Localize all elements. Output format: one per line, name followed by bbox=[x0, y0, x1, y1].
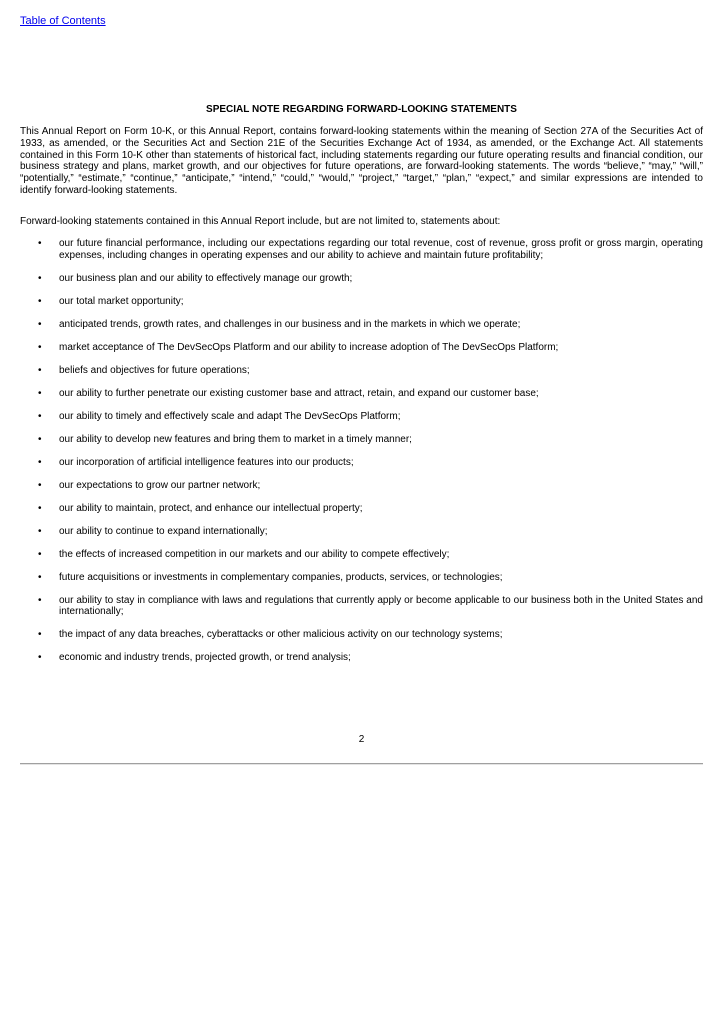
bullet-icon: • bbox=[38, 525, 42, 537]
table-of-contents-link[interactable]: Table of Contents bbox=[20, 15, 106, 27]
intro-paragraph: This Annual Report on Form 10-K, or this Annual Report, contains forward-looking statements within the meaning of Section 27A of the Securities Act of 1933, as amended, or the Securities Act and Section 21E of the Securities Exchange Act of 1934, as amended, or the Exchange Act. All statements contained in this Form 10-K other than statements of historical fact, including statements regarding our future operating results and financial condition, our business strategy and plans, market growth, and our objectives for future operations, are forward-looking statements. The words “believe,” “may,” “will,” “potentially,” “estimate,” “continue,” “anticipate,” “intend,” “could,” “would,” “project,” “target,” “plan,” “expect,” and similar expressions are intended to identify forward-looking statements. bbox=[20, 126, 703, 196]
list-item-text: our ability to continue to expand internationally; bbox=[59, 525, 268, 537]
list-item bbox=[20, 503, 703, 515]
list-item bbox=[20, 365, 703, 377]
list-item bbox=[20, 526, 703, 538]
bullet-icon: • bbox=[38, 652, 42, 664]
bullet-icon: • bbox=[38, 479, 42, 491]
list-item-text: our ability to timely and effectively scale and adapt The DevSecOps Platform; bbox=[59, 410, 401, 422]
bullet-icon: • bbox=[38, 387, 42, 399]
list-item-text: beliefs and objectives for future operations; bbox=[59, 364, 250, 376]
list-item-text: our ability to develop new features and bring them to market in a timely manner; bbox=[59, 433, 412, 445]
list-item bbox=[20, 480, 703, 492]
list-item bbox=[20, 296, 703, 308]
bullet-icon: • bbox=[38, 318, 42, 330]
list-item-text: economic and industry trends, projected growth, or trend analysis; bbox=[59, 652, 351, 664]
bullet-icon: • bbox=[38, 548, 42, 560]
bullet-icon: • bbox=[38, 272, 42, 284]
bullet-icon: • bbox=[38, 594, 42, 606]
list-item-text: the impact of any data breaches, cyberattacks or other malicious activity on our technology systems; bbox=[59, 629, 503, 641]
list-item-text: the effects of increased competition in our markets and our ability to compete effectively; bbox=[59, 548, 450, 560]
list-item-text: our total market opportunity; bbox=[59, 295, 184, 307]
list-item bbox=[20, 572, 703, 584]
list-item-text: our future financial performance, including our expectations regarding our total revenue, cost of revenue, gross profit or gross margin, operating expenses, including changes in operating expenses and our ability to achieve and maintain future profitability; bbox=[59, 238, 703, 261]
section-heading: SPECIAL NOTE REGARDING FORWARD-LOOKING STATEMENTS bbox=[206, 104, 517, 115]
list-item bbox=[20, 238, 703, 262]
list-item bbox=[20, 434, 703, 446]
list-item bbox=[20, 652, 703, 664]
bullet-icon: • bbox=[38, 456, 42, 468]
list-item bbox=[20, 629, 703, 641]
list-item-text: our business plan and our ability to effectively manage our growth; bbox=[59, 272, 353, 284]
page-number: 2 bbox=[358, 734, 365, 745]
list-item-text: anticipated trends, growth rates, and challenges in our business and in the markets in which we operate; bbox=[59, 318, 521, 330]
list-item bbox=[20, 342, 703, 354]
list-item bbox=[20, 411, 703, 423]
list-item bbox=[20, 457, 703, 469]
list-item bbox=[20, 595, 703, 619]
bullet-icon: • bbox=[38, 295, 42, 307]
list-item-text: our expectations to grow our partner network; bbox=[59, 479, 261, 491]
page-divider bbox=[20, 763, 703, 765]
list-item-text: our ability to stay in compliance with laws and regulations that currently apply or become applicable to our business both in the United States and internationally; bbox=[59, 594, 703, 618]
bullet-icon: • bbox=[38, 364, 42, 376]
list-item bbox=[20, 388, 703, 400]
list-item-text: our incorporation of artificial intelligence features into our products; bbox=[59, 456, 354, 468]
bullet-icon: • bbox=[38, 571, 42, 583]
list-item bbox=[20, 273, 703, 285]
list-item-text: our ability to maintain, protect, and enhance our intellectual property; bbox=[59, 502, 363, 514]
bullet-icon: • bbox=[38, 433, 42, 445]
forward-looking-list bbox=[20, 238, 703, 675]
list-item-text: our ability to further penetrate our existing customer base and attract, retain, and expand our customer base; bbox=[59, 387, 539, 399]
list-item-text: future acquisitions or investments in complementary companies, products, services, or technologies; bbox=[59, 571, 503, 583]
list-item bbox=[20, 319, 703, 331]
list-item bbox=[20, 549, 703, 561]
bullet-icon: • bbox=[38, 502, 42, 514]
bullet-icon: • bbox=[38, 341, 42, 353]
lead-in-paragraph: Forward-looking statements contained in this Annual Report include, but are not limited to, statements about: bbox=[20, 216, 501, 227]
bullet-icon: • bbox=[38, 238, 42, 249]
list-item-text: market acceptance of The DevSecOps Platform and our ability to increase adoption of The DevSecOps Platform; bbox=[59, 341, 559, 353]
bullet-icon: • bbox=[38, 410, 42, 422]
bullet-icon: • bbox=[38, 629, 42, 641]
